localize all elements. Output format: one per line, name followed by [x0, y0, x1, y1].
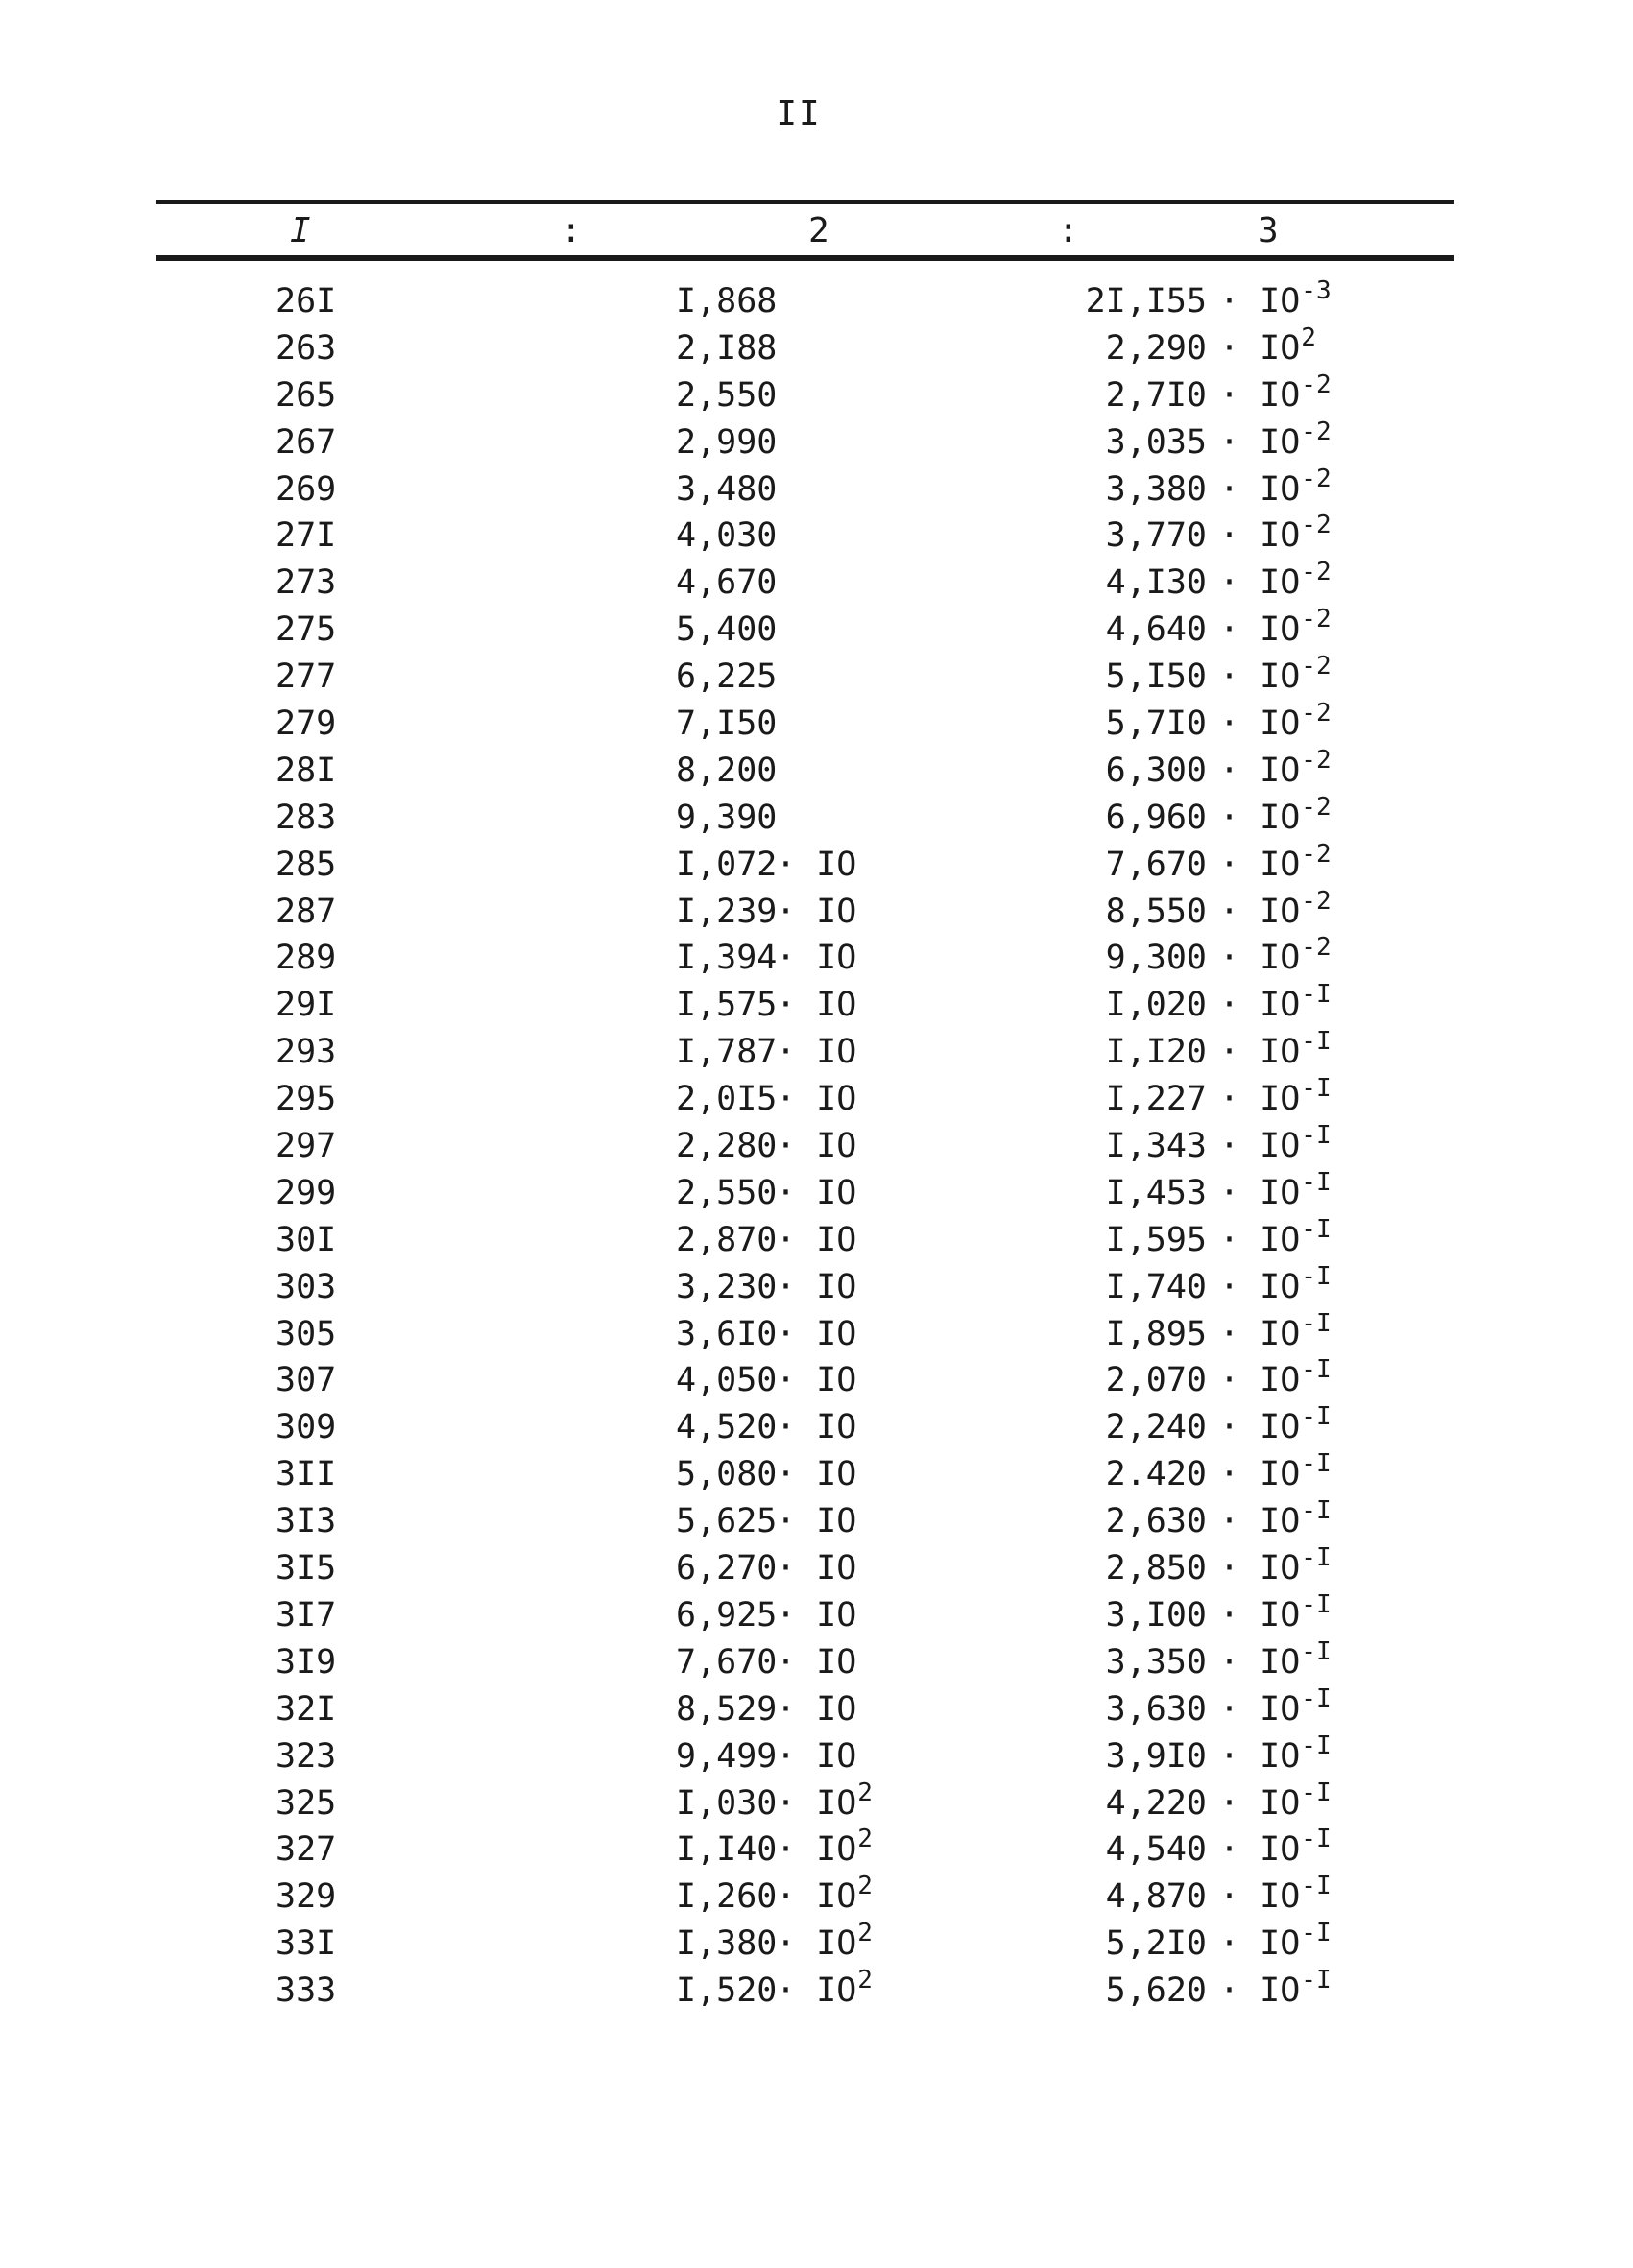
cell-col-1: 26I [276, 282, 337, 321]
cell-col-3-exponent: -2 [1301, 933, 1332, 963]
cell-col-3-exponent: -2 [1301, 417, 1332, 446]
cell-col-1: 27I [276, 516, 337, 556]
cell-col-1: 3I7 [276, 1595, 337, 1635]
cell-col-2-mantissa: 7,I50 [676, 704, 778, 744]
cell-col-2-mantissa: I,520 [676, 1971, 778, 2011]
cell-col-3-power: · $IO^{-2}$ [1219, 699, 1332, 744]
cell-col-3-exponent: -2 [1301, 792, 1332, 822]
cell-col-3-mantissa: I,I20 [1105, 1033, 1207, 1072]
cell-col-1: 297 [276, 1127, 337, 1166]
cell-col-2-mantissa: 6,225 [676, 657, 778, 697]
cell-col-1: 277 [276, 657, 337, 697]
table-row [0, 1404, 1633, 1451]
cell-col-2-power: · IO [776, 1080, 857, 1119]
cell-col-3-mantissa: 5,620 [1105, 1971, 1207, 2011]
cell-col-3-exponent: -2 [1301, 839, 1332, 869]
cell-col-3-exponent: -I [1301, 1683, 1332, 1713]
table-row [0, 1968, 1633, 2015]
cell-col-3-mantissa: 2I,I55 [1085, 282, 1207, 321]
cell-col-1: 299 [276, 1173, 337, 1212]
cell-col-3-exponent: -I [1301, 1308, 1332, 1338]
cell-col-2-mantissa: I,260 [676, 1877, 778, 1917]
cell-col-3-power: · $IO^{-I}$ [1219, 1074, 1332, 1119]
cell-col-1: 307 [276, 1361, 337, 1400]
cell-col-2-power: · IO [776, 1033, 857, 1072]
cell-col-2-mantissa: 9,390 [676, 798, 778, 837]
header-col-2: 2 [808, 211, 829, 251]
cell-col-3-exponent: -2 [1301, 605, 1332, 634]
cell-col-3-exponent: -3 [1301, 276, 1332, 305]
cell-col-3-power: · $IO^{-2}$ [1219, 370, 1332, 415]
cell-col-2-mantissa: 2,0I5 [676, 1080, 778, 1119]
cell-col-3-power: · $IO^{-2}$ [1219, 464, 1332, 509]
cell-col-3-mantissa: 2,7I0 [1105, 375, 1207, 415]
cell-col-3-exponent: -2 [1301, 558, 1332, 587]
header-separator-1: : [561, 211, 582, 251]
cell-col-3-power: · $IO^{-I}$ [1219, 1355, 1332, 1400]
cell-col-2-power: · IO [776, 845, 857, 884]
cell-col-3-mantissa: 2,630 [1105, 1502, 1207, 1541]
cell-col-2-mantissa: 6,925 [676, 1595, 778, 1635]
cell-col-3-mantissa: 3,035 [1105, 422, 1207, 462]
cell-col-1: 325 [276, 1783, 337, 1823]
cell-col-1: 283 [276, 798, 337, 837]
cell-col-1: 30I [276, 1220, 337, 1259]
cell-col-3-exponent: -I [1301, 1966, 1332, 1995]
cell-col-3-mantissa: 4,870 [1105, 1877, 1207, 1917]
table-row [0, 745, 1633, 795]
table-row [0, 372, 1633, 419]
cell-col-3-mantissa: I,343 [1105, 1127, 1207, 1166]
table-row [0, 1733, 1633, 1780]
cell-col-2-mantissa: 2,990 [676, 422, 778, 462]
header-col-3: 3 [1258, 211, 1279, 251]
cell-col-2-exponent: 2 [857, 1919, 873, 1948]
cell-col-3-exponent: -I [1301, 1261, 1332, 1291]
cell-col-3-mantissa: I,020 [1105, 986, 1207, 1025]
cell-col-2-mantissa: I,380 [676, 1924, 778, 1964]
table-row [0, 1167, 1633, 1217]
cell-col-3-mantissa: 3,380 [1105, 469, 1207, 509]
cell-col-3-power: · $IO^{-I}$ [1219, 1778, 1332, 1823]
table-row [0, 1029, 1633, 1076]
cell-col-1: 285 [276, 845, 337, 884]
cell-col-1: 33I [276, 1924, 337, 1964]
table-row [0, 1874, 1633, 1921]
cell-col-2-exponent: 2 [857, 1778, 873, 1807]
cell-col-3-mantissa: 2,290 [1105, 328, 1207, 368]
cell-col-3-power: · $IO^{-I}$ [1219, 1027, 1332, 1072]
table-row [0, 1636, 1633, 1686]
cell-col-2-mantissa: I,239 [676, 892, 778, 931]
cell-col-1: 263 [276, 328, 337, 368]
cell-col-3-mantissa: 7,670 [1105, 845, 1207, 884]
cell-col-3-mantissa: 2,850 [1105, 1549, 1207, 1588]
cell-col-1: 327 [276, 1830, 337, 1870]
cell-col-2-power: · $IO^2$ [776, 1825, 873, 1870]
table-row [0, 1826, 1633, 1874]
table-row [0, 886, 1633, 936]
cell-col-3-power: · $IO^{-2}$ [1219, 652, 1332, 697]
cell-col-2-mantissa: 2,550 [676, 375, 778, 415]
table-row [0, 513, 1633, 560]
cell-col-1: 289 [276, 939, 337, 978]
cell-col-1: 269 [276, 469, 337, 509]
cell-col-1: 267 [276, 422, 337, 462]
cell-col-2-power: · $IO^2$ [776, 1778, 873, 1823]
cell-col-2-power: · IO [776, 1689, 857, 1729]
cell-col-1: 3I5 [276, 1549, 337, 1588]
cell-col-2-mantissa: I,072 [676, 845, 778, 884]
table-row [0, 607, 1633, 654]
page-number: II [776, 94, 822, 133]
cell-col-1: 3I3 [276, 1502, 337, 1541]
cell-col-3-power: · $IO^{-I}$ [1219, 1261, 1332, 1306]
cell-col-2-power: · IO [776, 1502, 857, 1541]
cell-col-2-power: · IO [776, 1267, 857, 1306]
cell-col-2-exponent: 2 [857, 1966, 873, 1995]
cell-col-2-mantissa: 2,550 [676, 1173, 778, 1212]
cell-col-3-power: · $IO^{-I}$ [1219, 1214, 1332, 1259]
cell-col-3-exponent: -I [1301, 1496, 1332, 1526]
cell-col-3-power: · $IO^{-I}$ [1219, 1683, 1332, 1729]
cell-col-2-power: · IO [776, 986, 857, 1025]
header-col-1: I [290, 211, 311, 251]
cell-col-3-mantissa: I,895 [1105, 1314, 1207, 1353]
cell-col-2-mantissa: 2,I88 [676, 328, 778, 368]
cell-col-2-mantissa: 5,080 [676, 1455, 778, 1494]
cell-col-3-power: · $IO^{-2}$ [1219, 511, 1332, 556]
cell-col-3-power: · $IO^{-2}$ [1219, 745, 1332, 790]
cell-col-3-mantissa: 3,I00 [1105, 1595, 1207, 1635]
cell-col-1: 28I [276, 751, 337, 790]
cell-col-1: 29I [276, 986, 337, 1025]
cell-col-2-power: · IO [776, 1642, 857, 1682]
cell-col-3-exponent: -I [1301, 1449, 1332, 1479]
cell-col-1: 265 [276, 375, 337, 415]
cell-col-3-mantissa: 4,540 [1105, 1830, 1207, 1870]
cell-col-2-power: · IO [776, 1549, 857, 1588]
cell-col-3-mantissa: I,227 [1105, 1080, 1207, 1119]
cell-col-3-mantissa: 2,070 [1105, 1361, 1207, 1400]
cell-col-3-exponent: -I [1301, 980, 1332, 1010]
cell-col-2-mantissa: 4,050 [676, 1361, 778, 1400]
cell-col-1: 3II [276, 1455, 337, 1494]
table-row [0, 1357, 1633, 1404]
cell-col-3-mantissa: 3,9I0 [1105, 1736, 1207, 1776]
cell-col-3-exponent: -I [1301, 1731, 1332, 1760]
cell-col-3-power: · $IO^{-I}$ [1219, 1966, 1332, 2011]
cell-col-2-mantissa: 3,480 [676, 469, 778, 509]
cell-col-1: 323 [276, 1736, 337, 1776]
cell-col-2-mantissa: 6,270 [676, 1549, 778, 1588]
table-row [0, 792, 1633, 842]
table-row [0, 1498, 1633, 1545]
cell-col-1: 295 [276, 1080, 337, 1119]
cell-col-2-power: · IO [776, 1361, 857, 1400]
cell-col-2-power: · $IO^2$ [776, 1919, 873, 1964]
cell-col-3-exponent: -I [1301, 1355, 1332, 1385]
cell-col-3-power: · $IO^{-2}$ [1219, 886, 1332, 931]
table-row [0, 466, 1633, 513]
cell-col-2-power: · IO [776, 1736, 857, 1776]
cell-col-3-mantissa: 5,7I0 [1105, 704, 1207, 744]
cell-col-3-mantissa: 3,770 [1105, 516, 1207, 556]
table-row [0, 654, 1633, 701]
table-top-rule [156, 200, 1454, 204]
cell-col-1: 275 [276, 610, 337, 650]
cell-col-2-power: · IO [776, 1220, 857, 1259]
cell-col-3-exponent: -2 [1301, 745, 1332, 775]
table-row [0, 1589, 1633, 1639]
cell-col-3-mantissa: 4,I30 [1105, 563, 1207, 603]
cell-col-2-mantissa: 4,520 [676, 1408, 778, 1447]
cell-col-2-power: · IO [776, 1408, 857, 1447]
cell-col-3-exponent: -2 [1301, 699, 1332, 728]
cell-col-3-exponent: -I [1301, 1027, 1332, 1057]
cell-col-3-power: · $IO^{-I}$ [1219, 1167, 1332, 1212]
cell-col-3-power: · $IO^{-I}$ [1219, 1872, 1332, 1917]
cell-col-1: 32I [276, 1689, 337, 1729]
cell-col-3-mantissa: 2.420 [1105, 1455, 1207, 1494]
table-row [0, 935, 1633, 982]
cell-col-3-exponent: -I [1301, 1167, 1332, 1197]
cell-col-1: 305 [276, 1314, 337, 1353]
cell-col-3-exponent: -I [1301, 1872, 1332, 1901]
cell-col-2-power: · $IO^2$ [776, 1966, 873, 2011]
cell-col-2-mantissa: 9,499 [676, 1736, 778, 1776]
table-row [0, 322, 1633, 372]
cell-col-3-power: · $IO^{-2}$ [1219, 792, 1332, 837]
cell-col-2-mantissa: 5,625 [676, 1502, 778, 1541]
cell-col-3-power: · $IO^{-I}$ [1219, 1825, 1332, 1870]
cell-col-3-mantissa: I,453 [1105, 1173, 1207, 1212]
cell-col-3-power: · $IO^{-I}$ [1219, 1402, 1332, 1447]
cell-col-3-power: · $IO^{-2}$ [1219, 558, 1332, 603]
cell-col-3-exponent: -I [1301, 1825, 1332, 1854]
cell-col-1: 287 [276, 892, 337, 931]
cell-col-3-power: · $IO^{-2}$ [1219, 839, 1332, 884]
cell-col-1: 309 [276, 1408, 337, 1447]
cell-col-3-exponent: -2 [1301, 370, 1332, 399]
cell-col-2-power: · IO [776, 892, 857, 931]
cell-col-1: 329 [276, 1877, 337, 1917]
cell-col-3-power: · $IO^{-2}$ [1219, 417, 1332, 462]
cell-col-3-exponent: -I [1301, 1636, 1332, 1666]
cell-col-3-mantissa: 5,2I0 [1105, 1924, 1207, 1964]
table-row [0, 1683, 1633, 1733]
cell-col-1: 333 [276, 1971, 337, 2011]
table-body [0, 278, 1633, 2015]
cell-col-3-power: · $IO^{-I}$ [1219, 1543, 1332, 1588]
cell-col-2-mantissa: 3,230 [676, 1267, 778, 1306]
table-row [0, 1308, 1633, 1358]
table-row [0, 1076, 1633, 1123]
cell-col-2-exponent: 2 [857, 1825, 873, 1854]
table-row [0, 982, 1633, 1029]
cell-col-3-power: · $IO^2$ [1219, 322, 1316, 368]
cell-col-3-power: · $IO^{-I}$ [1219, 1589, 1332, 1635]
cell-col-2-power: · IO [776, 1127, 857, 1166]
cell-col-2-power: · IO [776, 1595, 857, 1635]
cell-col-3-exponent: -I [1301, 1214, 1332, 1244]
cell-col-3-mantissa: 4,220 [1105, 1783, 1207, 1823]
cell-col-3-mantissa: 6,300 [1105, 751, 1207, 790]
table-row [0, 1921, 1633, 1968]
cell-col-2-power: · IO [776, 939, 857, 978]
cell-col-3-exponent: 2 [1301, 322, 1316, 352]
cell-col-2-mantissa: I,868 [676, 282, 778, 321]
cell-col-3-power: · $IO^{-I}$ [1219, 980, 1332, 1025]
table-row [0, 1451, 1633, 1498]
cell-col-2-mantissa: 2,870 [676, 1220, 778, 1259]
cell-col-3-exponent: -I [1301, 1543, 1332, 1573]
cell-col-2-power: · IO [776, 1173, 857, 1212]
cell-col-3-mantissa: 8,550 [1105, 892, 1207, 931]
cell-col-3-power: · $IO^{-I}$ [1219, 1636, 1332, 1682]
table-row [0, 701, 1633, 748]
cell-col-2-mantissa: 7,670 [676, 1642, 778, 1682]
cell-col-1: 273 [276, 563, 337, 603]
cell-col-2-power: · $IO^2$ [776, 1872, 873, 1917]
table-row [0, 1214, 1633, 1264]
cell-col-2-mantissa: 4,670 [676, 563, 778, 603]
table-row [0, 560, 1633, 607]
cell-col-3-exponent: -I [1301, 1074, 1332, 1104]
cell-col-2-exponent: 2 [857, 1872, 873, 1901]
cell-col-3-power: · $IO^{-2}$ [1219, 605, 1332, 650]
table-header [156, 211, 1454, 253]
cell-col-3-mantissa: 3,630 [1105, 1689, 1207, 1729]
cell-col-3-power: · $IO^{-I}$ [1219, 1496, 1332, 1541]
cell-col-2-mantissa: I,030 [676, 1783, 778, 1823]
cell-col-1: 303 [276, 1267, 337, 1306]
table-header-rule [156, 255, 1454, 261]
cell-col-2-mantissa: I,394 [676, 939, 778, 978]
cell-col-2-power: · IO [776, 1314, 857, 1353]
cell-col-2-mantissa: 4,030 [676, 516, 778, 556]
cell-col-3-mantissa: I,595 [1105, 1220, 1207, 1259]
cell-col-1: 3I9 [276, 1642, 337, 1682]
cell-col-3-power: · $IO^{-I}$ [1219, 1919, 1332, 1964]
cell-col-1: 279 [276, 704, 337, 744]
cell-col-3-exponent: -I [1301, 1589, 1332, 1619]
cell-col-3-exponent: -I [1301, 1919, 1332, 1948]
table-row [0, 419, 1633, 466]
cell-col-3-power: · $IO^{-3}$ [1219, 276, 1332, 321]
table-row [0, 1545, 1633, 1592]
cell-col-2-mantissa: I,I40 [676, 1830, 778, 1870]
cell-col-3-exponent: -2 [1301, 464, 1332, 493]
cell-col-3-exponent: -I [1301, 1402, 1332, 1432]
cell-col-3-power: · $IO^{-I}$ [1219, 1731, 1332, 1776]
cell-col-2-mantissa: 5,400 [676, 610, 778, 650]
cell-col-3-exponent: -2 [1301, 511, 1332, 540]
table-row [0, 839, 1633, 889]
cell-col-3-exponent: -I [1301, 1121, 1332, 1151]
cell-col-2-mantissa: I,575 [676, 986, 778, 1025]
cell-col-3-mantissa: I,740 [1105, 1267, 1207, 1306]
cell-col-3-exponent: -2 [1301, 886, 1332, 916]
cell-col-3-power: · $IO^{-I}$ [1219, 1449, 1332, 1494]
cell-col-3-mantissa: 5,I50 [1105, 657, 1207, 697]
cell-col-2-mantissa: 2,280 [676, 1127, 778, 1166]
cell-col-3-power: · $IO^{-2}$ [1219, 933, 1332, 978]
cell-col-2-power: · IO [776, 1455, 857, 1494]
cell-col-3-mantissa: 6,960 [1105, 798, 1207, 837]
table-row [0, 1123, 1633, 1170]
cell-col-3-power: · $IO^{-I}$ [1219, 1121, 1332, 1166]
table-row [0, 1780, 1633, 1827]
cell-col-3-mantissa: 9,300 [1105, 939, 1207, 978]
header-separator-2: : [1058, 211, 1079, 251]
cell-col-3-exponent: -2 [1301, 652, 1332, 681]
cell-col-2-mantissa: 8,200 [676, 751, 778, 790]
table-row [0, 278, 1633, 325]
table-row [0, 1261, 1633, 1311]
cell-col-3-exponent: -I [1301, 1778, 1332, 1807]
cell-col-3-mantissa: 4,640 [1105, 610, 1207, 650]
cell-col-1: 293 [276, 1033, 337, 1072]
cell-col-2-mantissa: 3,6I0 [676, 1314, 778, 1353]
cell-col-3-mantissa: 3,350 [1105, 1642, 1207, 1682]
cell-col-2-mantissa: 8,529 [676, 1689, 778, 1729]
cell-col-2-mantissa: I,787 [676, 1033, 778, 1072]
cell-col-3-power: · $IO^{-I}$ [1219, 1308, 1332, 1353]
cell-col-3-mantissa: 2,240 [1105, 1408, 1207, 1447]
